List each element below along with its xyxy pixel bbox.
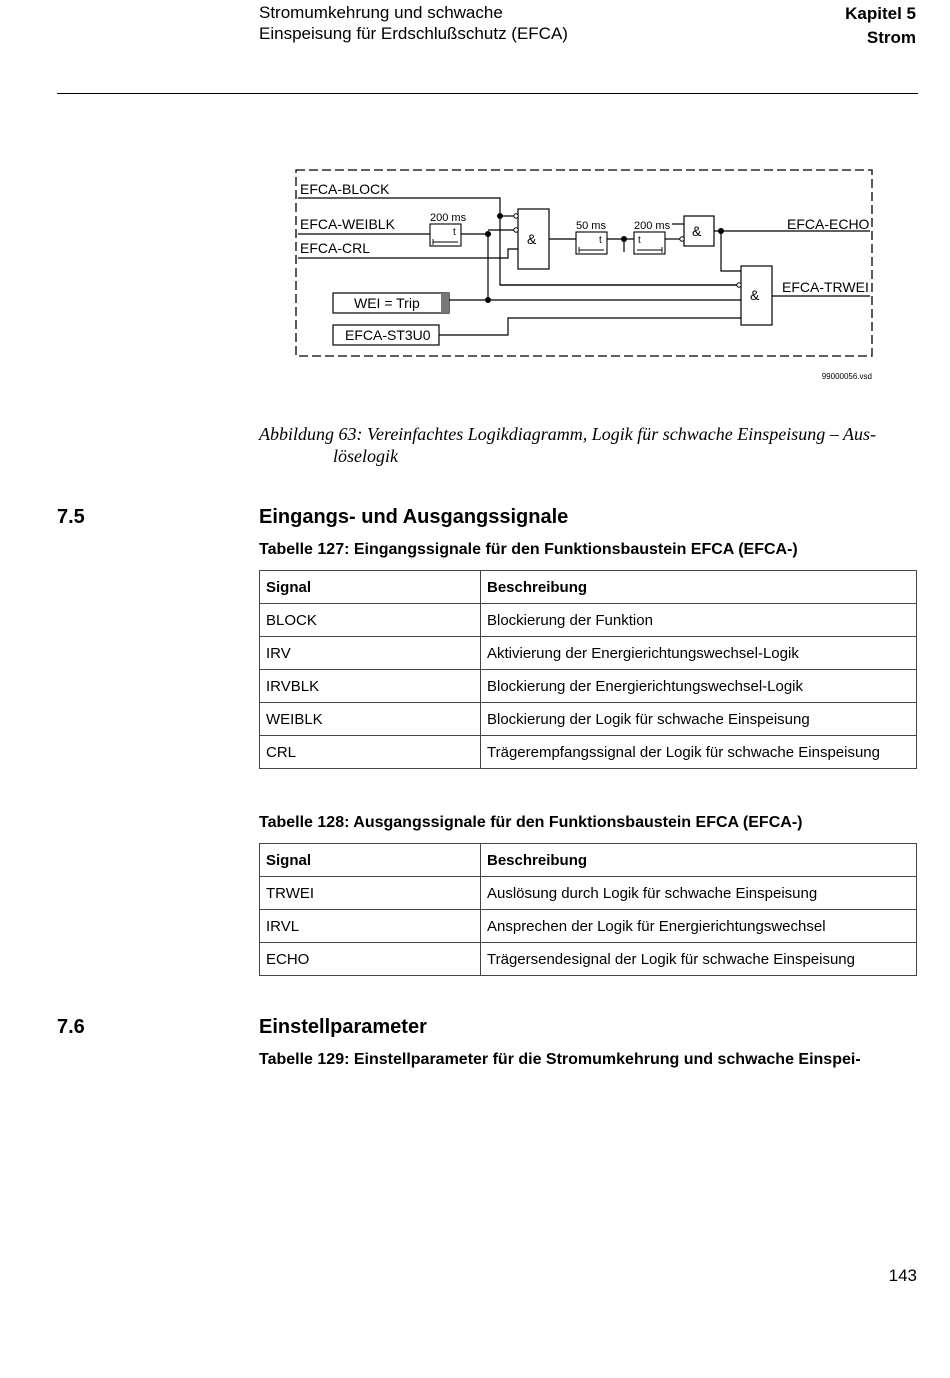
diagram-file-ref: 99000056.vsd <box>821 372 872 381</box>
and-gate-2-symbol: & <box>692 223 702 239</box>
wei-trip-label: WEI = Trip <box>354 295 420 311</box>
inverter-bubble <box>680 237 684 241</box>
table-header-row <box>260 571 917 604</box>
label-efca-echo: EFCA-ECHO <box>787 216 870 232</box>
label-efca-crl: EFCA-CRL <box>300 240 371 256</box>
timer2-delay: 50 ms <box>576 220 606 232</box>
st3u0-label: EFCA-ST3U0 <box>345 327 431 343</box>
figure-caption <box>259 423 919 467</box>
table-row <box>260 670 917 703</box>
table-row <box>260 943 917 976</box>
wei-trip-setting-marker <box>441 293 449 313</box>
header-title-line2: Einspeisung für Erdschlußschutz (EFCA) <box>259 24 568 43</box>
table-row <box>260 604 917 637</box>
label-efca-block: EFCA-BLOCK <box>300 181 390 197</box>
section-title: Einstellparameter <box>259 1016 427 1038</box>
timer1-box <box>430 224 461 246</box>
section-number: 7.5 <box>57 506 85 528</box>
inverter-bubble <box>514 214 518 218</box>
description-cell: Trägersendesignal der Logik für schwache Einspeisung <box>481 943 917 976</box>
section-number: 7.6 <box>57 1016 85 1038</box>
and-gate-1-symbol: & <box>527 231 537 247</box>
header-chapter-topic: Strom <box>866 28 916 47</box>
header-title-line1: Stromumkehrung und schwache <box>259 3 503 22</box>
table-row <box>260 877 917 910</box>
table-129-caption: Tabelle 129: Einstellparameter für die Stromumkehrung und schwache Einspei- <box>259 1051 861 1068</box>
signal-cell: CRL <box>260 736 481 769</box>
inverter-bubble <box>514 228 518 232</box>
timer3-t: t <box>638 235 641 246</box>
section-title: Eingangs- und Ausgangssignale <box>259 506 569 528</box>
page-number: 143 <box>888 1266 917 1285</box>
timer1-delay: 200 ms <box>430 212 467 224</box>
description-cell: Auslösung durch Logik für schwache Einspeisung <box>481 877 917 910</box>
column-header: Signal <box>260 571 481 604</box>
signal-cell: BLOCK <box>260 604 481 637</box>
signal-cell: IRVL <box>260 910 481 943</box>
table-128-caption: Tabelle 128: Ausgangssignale für den Funktionsbaustein EFCA (EFCA-) <box>259 814 803 831</box>
table-row <box>260 736 917 769</box>
table-row <box>260 637 917 670</box>
table-128 <box>259 843 917 976</box>
logic-diagram <box>0 0 950 400</box>
table-127-caption: Tabelle 127: Eingangssignale für den Funktionsbaustein EFCA (EFCA-) <box>259 541 798 558</box>
timer1-t: t <box>453 227 456 238</box>
column-header: Signal <box>260 844 481 877</box>
signal-cell: IRVBLK <box>260 670 481 703</box>
table-row <box>260 703 917 736</box>
table-127 <box>259 570 917 769</box>
column-header: Beschreibung <box>481 844 917 877</box>
description-cell: Trägerempfangssignal der Logik für schwache Einspeisung <box>481 736 917 769</box>
column-header: Beschreibung <box>481 571 917 604</box>
and-gate-3-symbol: & <box>750 287 760 303</box>
header-chapter: Kapitel 5 <box>845 4 916 23</box>
description-cell: Blockierung der Funktion <box>481 604 917 637</box>
description-cell: Blockierung der Logik für schwache Einspeisung <box>481 703 917 736</box>
label-efca-weiblk: EFCA-WEIBLK <box>300 216 395 232</box>
timer2-t: t <box>599 235 602 246</box>
table-row <box>260 910 917 943</box>
signal-cell: TRWEI <box>260 877 481 910</box>
signal-cell: ECHO <box>260 943 481 976</box>
description-cell: Blockierung der Energierichtungswechsel-Logik <box>481 670 917 703</box>
signal-cell: WEIBLK <box>260 703 481 736</box>
figure-caption-line2: löselogik <box>333 446 398 466</box>
inverter-bubble <box>737 283 741 287</box>
signal-cell: IRV <box>260 637 481 670</box>
description-cell: Ansprechen der Logik für Energierichtungswechsel <box>481 910 917 943</box>
timer2-box <box>576 232 607 254</box>
figure-caption-line1: Abbildung 63: Vereinfachtes Logikdiagramm, Logik für schwache Einspeisung – Aus- <box>259 424 876 444</box>
description-cell: Aktivierung der Energierichtungswechsel-Logik <box>481 637 917 670</box>
label-efca-trwei: EFCA-TRWEI <box>782 279 869 295</box>
timer3-delay: 200 ms <box>634 220 671 232</box>
table-header-row <box>260 844 917 877</box>
